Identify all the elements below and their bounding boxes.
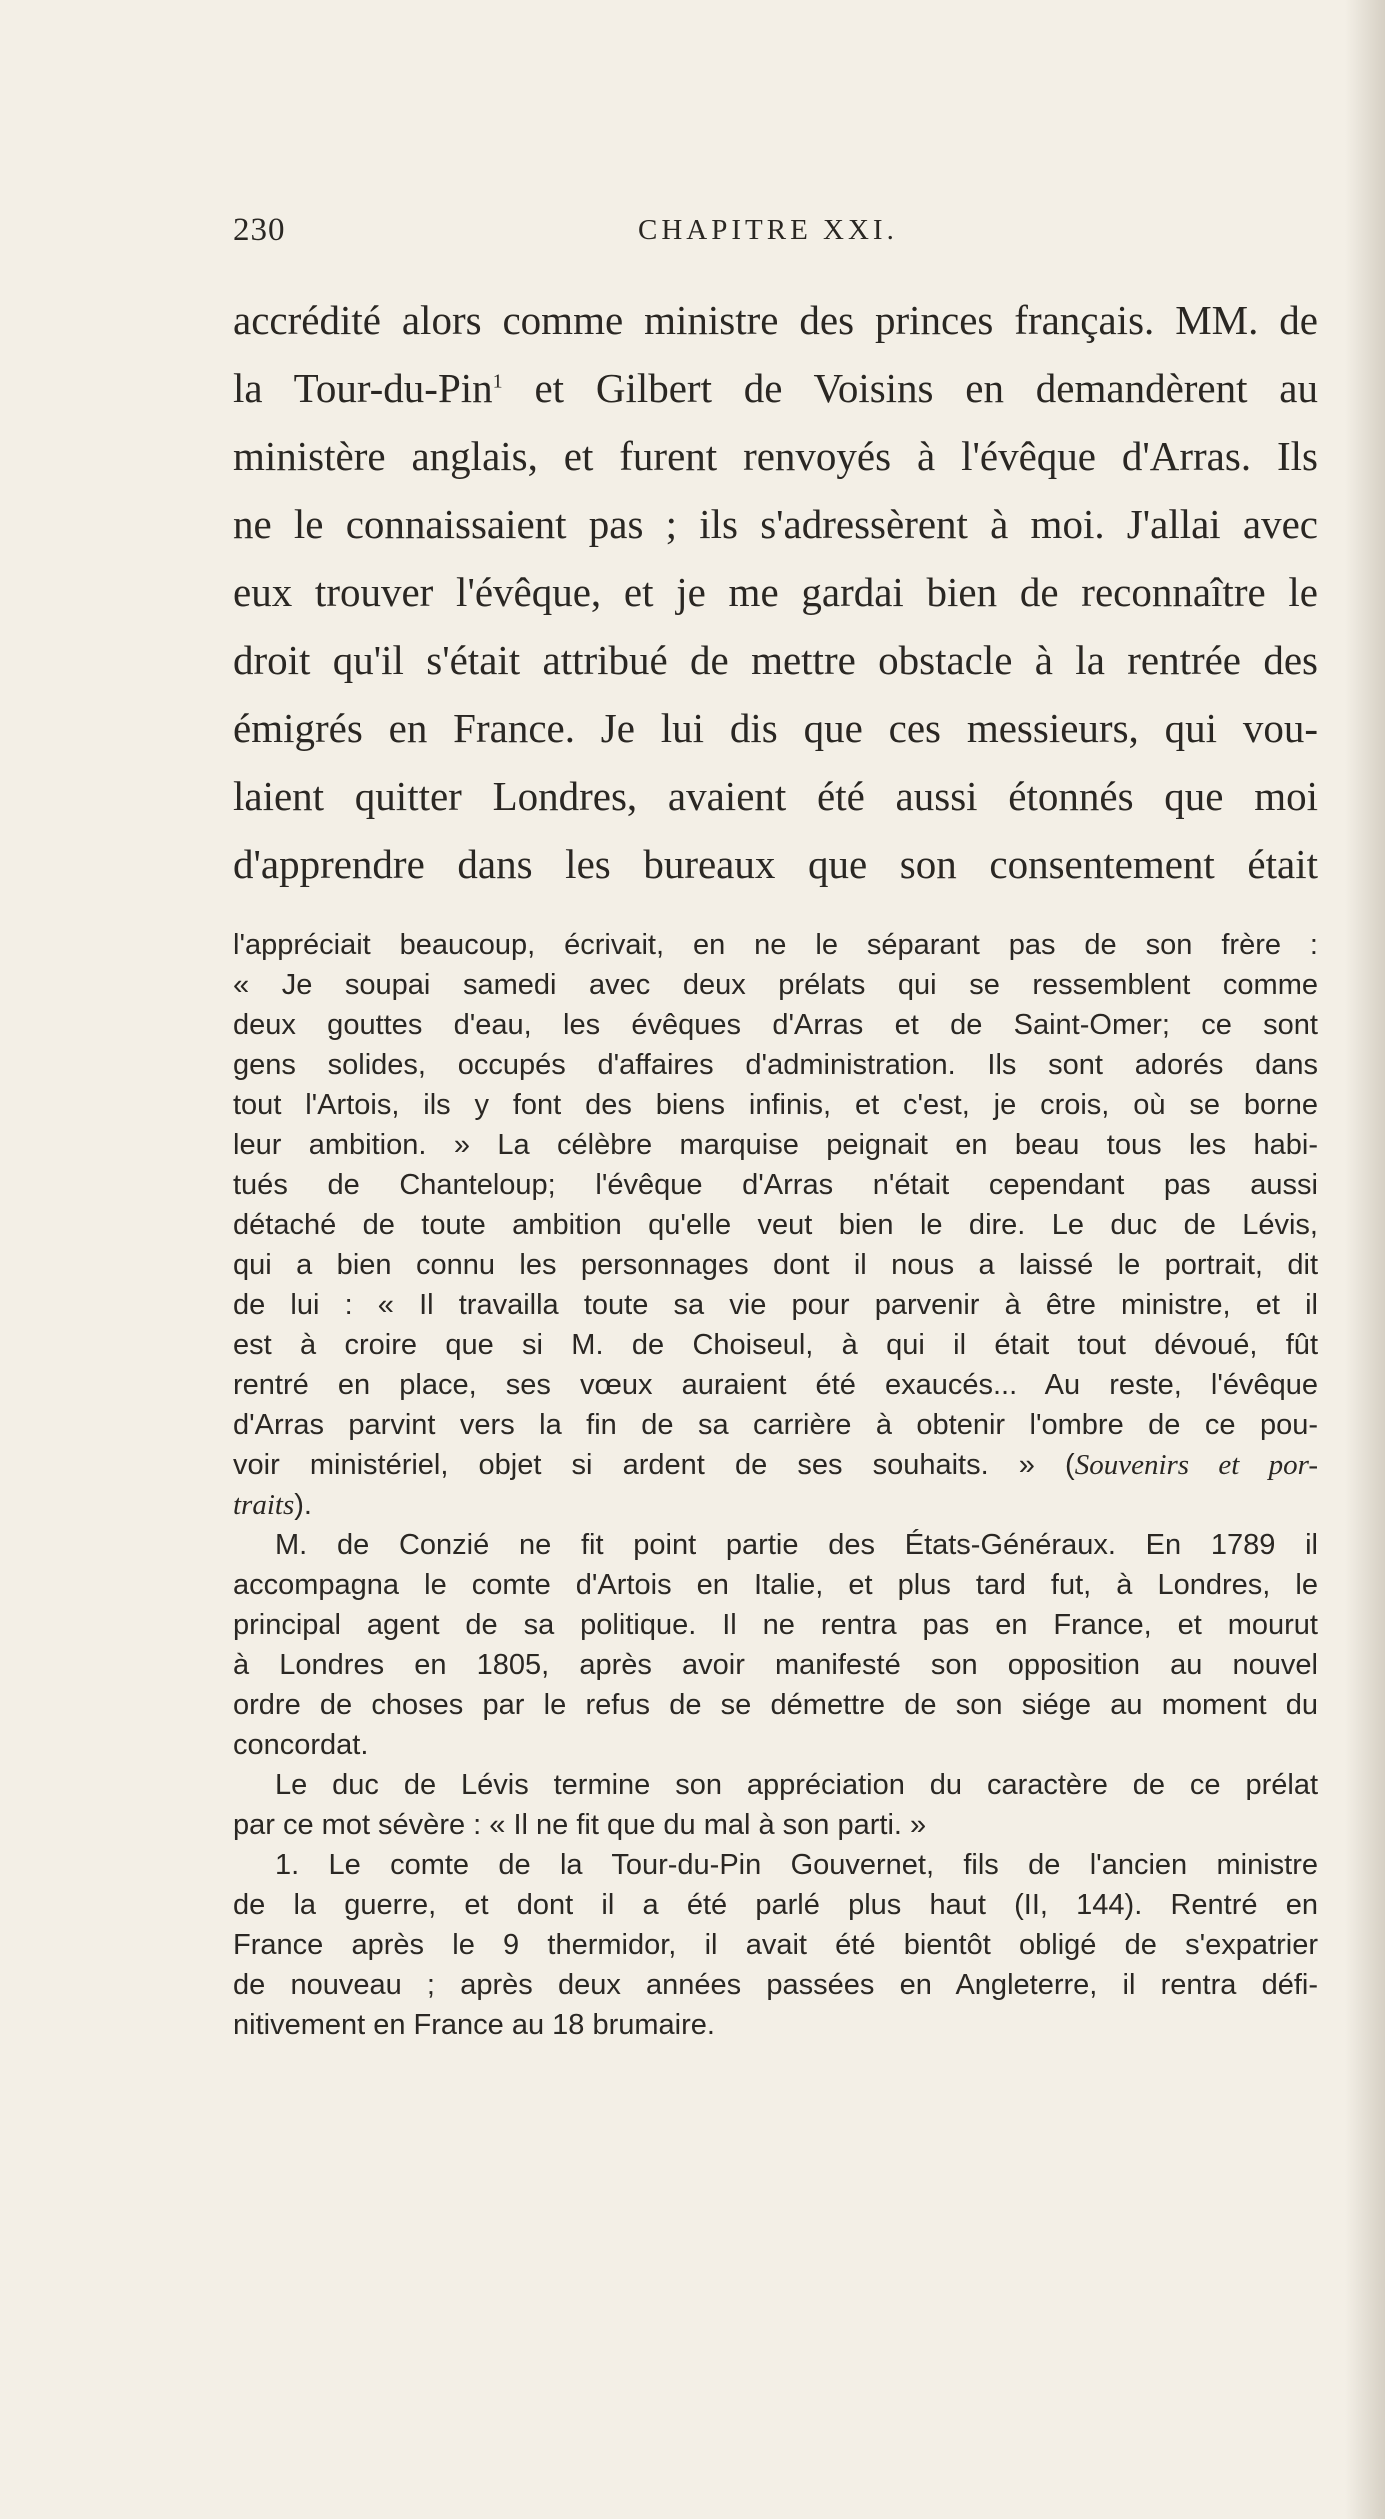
note-line: de la guerre, et dont il a été parlé plus haut (II, 144). Rentré en — [233, 1889, 1318, 1921]
note-line: « Je soupai samedi avec deux prélats qui se ressemblent comme — [233, 969, 1318, 1001]
note-line: tués de Chanteloup; l'évêque d'Arras n'était cependant pas aussi — [233, 1169, 1318, 1201]
main-line-part: la Tour-du-Pin — [233, 365, 493, 411]
footnotes — [233, 925, 1318, 2045]
main-line: ne le connaissaient pas ; ils s'adressèrent à moi. J'allai avec — [233, 501, 1318, 547]
note-line: leur ambition. » La célèbre marquise peignait en beau tous les habi- — [233, 1129, 1318, 1161]
note-line: de lui : « Il travailla toute sa vie pour parvenir à être ministre, et il — [233, 1289, 1318, 1321]
note-line: M. de Conzié ne fit point partie des États-Généraux. En 1789 il — [275, 1529, 1318, 1561]
note-line: gens solides, occupés d'affaires d'administration. Ils sont adorés dans — [233, 1049, 1318, 1081]
note-line: concordat. — [233, 1729, 369, 1761]
note-line: deux gouttes d'eau, les évêques d'Arras et de Saint-Omer; ce sont — [233, 1009, 1318, 1041]
footnote-1: 1. Le comte de la Tour-du-Pin Gouvernet, fils de l'ancien ministre — [275, 1849, 1318, 1881]
page-edge-shadow — [1345, 0, 1385, 2519]
note-line: principal agent de sa politique. Il ne rentra pas en France, et mourut — [233, 1609, 1318, 1641]
note-line: ordre de choses par le refus de se démettre de son siége au moment du — [233, 1689, 1318, 1721]
main-line: émigrés en France. Je lui dis que ces messieurs, qui vou- — [233, 705, 1318, 751]
note-line: l'appréciait beaucoup, écrivait, en ne le séparant pas de son frère : — [233, 929, 1318, 961]
note-citation-title: traits — [233, 1489, 295, 1521]
note-line: à Londres en 1805, après avoir manifesté son opposition au nouvel — [233, 1649, 1318, 1681]
note-line: de nouveau ; après deux années passées en Angleterre, il rentra défi- — [233, 1969, 1318, 2001]
note-line: Le duc de Lévis termine son appréciation du caractère de ce prélat — [275, 1769, 1318, 1801]
page-header — [233, 212, 1343, 256]
main-line-part: et Gilbert de Voisins en demandèrent au — [534, 365, 1318, 411]
note-line: qui a bien connu les personnages dont il nous a laissé le portrait, dit — [233, 1249, 1318, 1281]
note-line: d'Arras parvint vers la fin de sa carrière à obtenir l'ombre de ce pou- — [233, 1409, 1318, 1441]
page-number: 230 — [233, 212, 286, 248]
main-line: ministère anglais, et furent renvoyés à l'évêque d'Arras. Ils — [233, 433, 1318, 479]
main-line: droit qu'il s'était attribué de mettre obstacle à la rentrée des — [233, 637, 1318, 683]
main-line: d'apprendre dans les bureaux que son consentement était — [233, 841, 1318, 887]
running-title: CHAPITRE XXI. — [638, 214, 898, 246]
note-line: détaché de toute ambition qu'elle veut bien le dire. Le duc de Lévis, — [233, 1209, 1318, 1241]
main-line: laient quitter Londres, avaient été aussi étonnés que moi — [233, 773, 1318, 819]
main-line — [233, 354, 1318, 422]
main-line: accrédité alors comme ministre des princes français. MM. de — [233, 297, 1318, 343]
note-line — [233, 1445, 1318, 1485]
note-citation-title: Souvenirs et por- — [1074, 1449, 1318, 1481]
main-line: eux trouver l'évêque, et je me gardai bien de reconnaître le — [233, 569, 1318, 615]
note-line: rentré en place, ses vœux auraient été exaucés... Au reste, l'évêque — [233, 1369, 1318, 1401]
note-line-part: voir ministériel, objet si ardent de ses souhaits. » ( — [233, 1449, 1075, 1481]
main-text — [233, 286, 1318, 898]
note-line-part: ). — [294, 1489, 312, 1521]
footnote-marker: 1 — [492, 370, 503, 393]
note-line: France après le 9 thermidor, il avait été bientôt obligé de s'expatrier — [233, 1929, 1318, 1961]
note-line — [233, 1485, 1318, 1525]
note-line: tout l'Artois, ils y font des biens infinis, et c'est, je crois, où se borne — [233, 1089, 1318, 1121]
note-line: accompagna le comte d'Artois en Italie, et plus tard fut, à Londres, le — [233, 1569, 1318, 1601]
note-line: est à croire que si M. de Choiseul, à qui il était tout dévoué, fût — [233, 1329, 1318, 1361]
note-line: par ce mot sévère : « Il ne fit que du mal à son parti. » — [233, 1809, 927, 1841]
note-line: nitivement en France au 18 brumaire. — [233, 2009, 715, 2041]
